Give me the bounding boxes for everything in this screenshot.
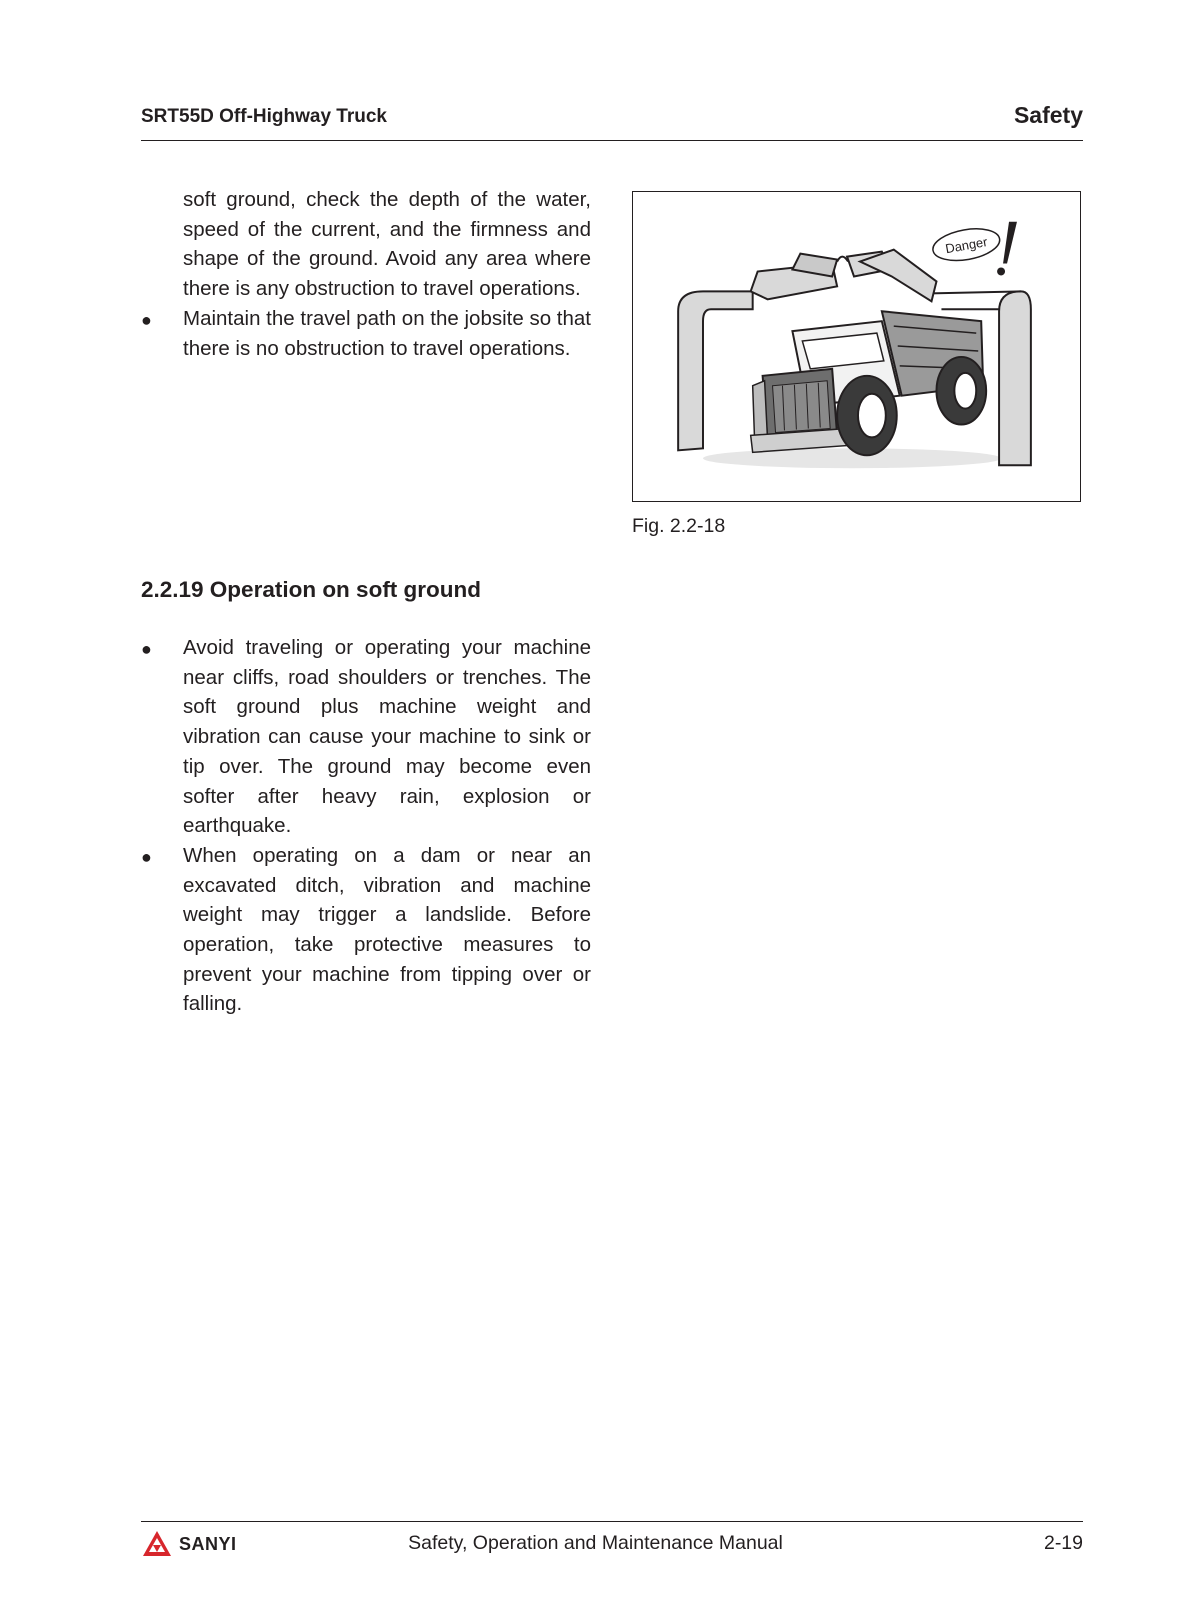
list-item: [141, 304, 591, 363]
document-title: SRT55D Off-Highway Truck: [141, 106, 387, 127]
section-heading: Safety: [1013, 102, 1083, 128]
header-divider: [141, 140, 1083, 141]
brand-name: SANYI: [179, 1533, 237, 1554]
figure-caption: Fig. 2.2-18: [632, 515, 726, 537]
exclamation-icon: [1003, 222, 1017, 264]
truck-under-arch-illustration: [633, 192, 1080, 501]
bullet-icon: ●: [141, 639, 152, 659]
bullet-icon: ●: [141, 846, 152, 867]
figure-illustration: [632, 191, 1081, 502]
footer-divider: [141, 1521, 1083, 1522]
continued-paragraph: soft ground, check the depth of the water, speed of the current, and the firmness and shape of the ground. Avoid any area where there is any obstruction to travel operations.: [183, 188, 591, 301]
bullet-text: When operating on a dam or near an excavated ditch, vibration and machine weight may trigger a landslide. Before operation, take protective measures to prevent your machine from tipping over or falling.: [183, 843, 591, 1016]
section-bullets: [141, 633, 591, 1019]
continued-text-block: [141, 185, 591, 363]
section-title: 2.2.19 Operation on soft ground: [141, 577, 482, 602]
danger-label: Danger: [944, 234, 989, 257]
list-item: [141, 841, 591, 1019]
bullet-text: Maintain the travel path on the jobsite so that there is no obstruction to travel operations.: [183, 306, 591, 360]
list-item: [141, 633, 591, 841]
page-number: 2-19: [1043, 1532, 1083, 1554]
bullet-icon: ●: [141, 309, 152, 330]
manual-title: Safety, Operation and Maintenance Manual: [408, 1532, 783, 1554]
bullet-text: Avoid traveling or operating your machine near cliffs, road shoulders or trenches. The soft ground plus machine weight and vibration can cause your machine to sink or tip over. The ground may become even softer after heavy rain, explosion or earthquake.: [183, 636, 591, 838]
